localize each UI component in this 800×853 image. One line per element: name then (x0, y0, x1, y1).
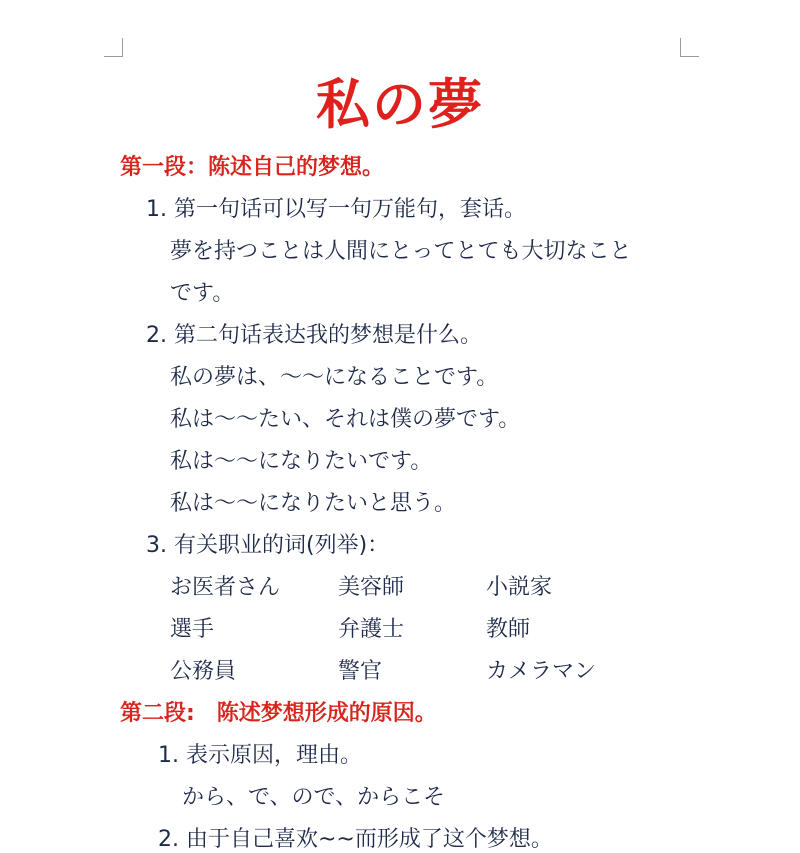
job-word: 小説家 (486, 575, 553, 600)
example-sentence: 私は～～になりたいです。 (170, 449, 433, 474)
para1-item2-label: 2. 第二句话表达我的梦想是什么。 (146, 323, 482, 348)
para1-item3-label: 3. 有关职业的词(列举)： (146, 533, 390, 558)
example-sentence: 私の夢は、～～になることです。 (170, 365, 499, 390)
para1-item1-label: 1. 第一句话可以写一句万能句，套话。 (146, 197, 526, 222)
page-corner-mark-right (680, 38, 699, 57)
example-sentence: 私は～～たい、それは僕の夢です。 (170, 407, 521, 432)
example-sentence: 私は～～になりたいと思う。 (170, 491, 457, 516)
para2-item1-label: 1. 表示原因，理由。 (158, 743, 362, 768)
job-word: 選手 (170, 617, 215, 642)
job-word: カメラマン (486, 659, 597, 684)
job-word: 警官 (338, 659, 383, 684)
para1-heading: 第一段：陈述自己的梦想。 (120, 155, 385, 180)
para2-heading: 第二段: 陈述梦想形成的原因。 (120, 701, 437, 726)
job-word: お医者さん (170, 575, 281, 600)
para2-item1-example: から、で、ので、からこそ (182, 785, 446, 810)
job-word: 美容師 (338, 575, 405, 600)
para1-item1-example-line1: 夢を持つことは人間にとってとても大切なこと (170, 239, 632, 264)
job-word: 公務員 (170, 659, 237, 684)
job-word: 弁護士 (338, 617, 405, 642)
job-word: 教師 (486, 617, 531, 642)
para1-item1-example-line2: です。 (170, 281, 235, 306)
page-corner-mark-left (104, 38, 123, 57)
para2-item2-label: 2. 由于自己喜欢~~而形成了这个梦想。 (158, 827, 553, 852)
page-title: 私の夢 (316, 73, 484, 136)
